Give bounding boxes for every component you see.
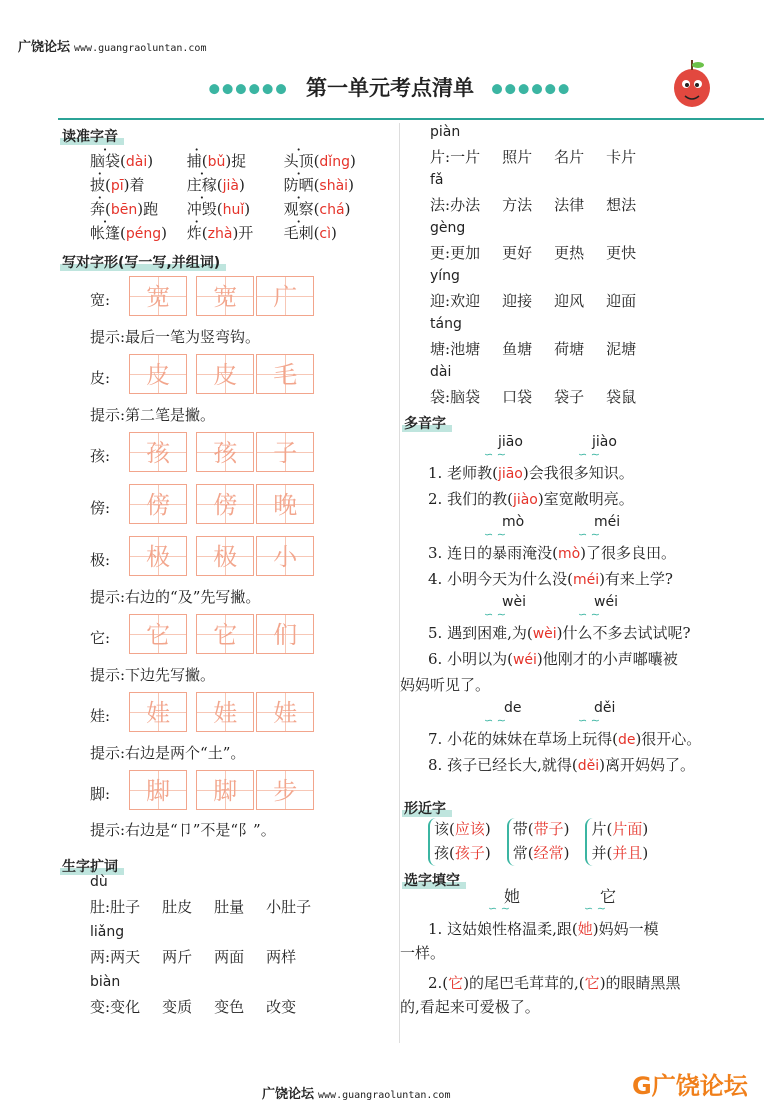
tracing-box: 毛	[256, 354, 314, 394]
reading: děi	[594, 700, 616, 716]
write-label: 宽:	[90, 291, 111, 309]
poly-sentence: 7. 小花的妹妹在草场上玩得(de)很开心。	[428, 730, 702, 748]
expand-word: 两天	[110, 948, 141, 966]
tracing-box: 宽	[196, 276, 254, 316]
reading: de	[504, 700, 522, 716]
tracing-box: 它	[196, 614, 254, 654]
expand-pinyin: gèng	[430, 220, 466, 236]
tracing-box: 孩	[129, 432, 187, 472]
tracing-box: 傍	[129, 484, 187, 524]
write-item	[90, 354, 390, 398]
expand-head: 迎:	[430, 292, 451, 310]
write-label: 娃:	[90, 707, 111, 725]
page-title-bar	[0, 72, 780, 102]
tracing-box: 娃	[196, 692, 254, 732]
expand-row	[430, 338, 760, 364]
write-label: 皮:	[90, 369, 111, 387]
tracing-box: 小	[256, 536, 314, 576]
tracing-box: 皮	[196, 354, 254, 394]
header-site	[18, 36, 206, 55]
expand-pinyin: yíng	[430, 268, 460, 284]
read-row	[90, 198, 390, 222]
tracing-box: 广	[256, 276, 314, 316]
read-item: 奔( ·bēn)跑	[90, 198, 182, 219]
write-tip: 提示:右边是“卩”不是“阝”。	[90, 821, 276, 839]
expand-word: 照片	[502, 148, 533, 166]
poly-readings	[428, 434, 768, 462]
poly-readings	[428, 514, 768, 542]
reading: wéi	[594, 594, 618, 610]
expand-word: 迎风	[554, 292, 585, 310]
choose-option: 她	[504, 887, 521, 906]
tracing-box: 步	[256, 770, 314, 810]
expand-section	[90, 874, 390, 1024]
expand-head: 片:	[430, 148, 451, 166]
expand-word: 办法	[450, 196, 481, 214]
tracing-box: 极	[196, 536, 254, 576]
choose-option: 它	[600, 887, 617, 906]
decor-dots-right: ●●●●●●	[491, 81, 572, 97]
read-item: 帐篷( ·péng)	[90, 222, 182, 243]
footer-site-url[interactable]: www.guangraoluntan.com	[318, 1090, 451, 1101]
expand-word: 想法	[606, 196, 637, 214]
poly-sentence: 妈妈听见了。	[400, 676, 491, 694]
read-item: 冲毁( ·huǐ)	[187, 198, 279, 219]
expand-row	[430, 242, 760, 268]
footer-site	[262, 1083, 450, 1102]
write-label: 傍:	[90, 499, 111, 517]
expand-word: 袋鼠	[606, 388, 637, 406]
expand-word: 更快	[606, 244, 637, 262]
expand-word: 鱼塘	[502, 340, 533, 358]
poly-sentence: 1. 老师教(jiāo)会我很多知识。	[428, 464, 634, 482]
expand-word: 更好	[502, 244, 533, 262]
expand-word: 法律	[554, 196, 585, 214]
expand-row	[430, 194, 760, 220]
expand-word: 更加	[450, 244, 481, 262]
leaf-decor-icon: ∽ ∼	[578, 714, 600, 727]
write-item	[90, 432, 390, 484]
tracing-box: 孩	[196, 432, 254, 472]
reading: mò	[502, 514, 525, 530]
similar-pair: 该(应该) 孩(孩子)	[428, 818, 491, 866]
expand-pinyin: dù	[90, 874, 108, 890]
write-section	[90, 276, 390, 846]
expand-pinyin: fǎ	[430, 172, 444, 188]
expand-row	[430, 290, 760, 316]
expand-pinyin: liǎng	[90, 924, 125, 940]
expand-word: 欢迎	[450, 292, 481, 310]
expand-word: 池塘	[450, 340, 481, 358]
write-label: 孩:	[90, 447, 111, 465]
expand-word: 改变	[266, 998, 297, 1016]
expand-word: 变质	[162, 998, 193, 1016]
choose-sentence: 2.(它)的尾巴毛茸茸的,(它)的眼睛黑黑	[428, 974, 681, 992]
tracing-box: 脚	[196, 770, 254, 810]
read-row	[90, 222, 390, 246]
expand-pinyin: biàn	[90, 974, 121, 990]
column-divider	[399, 123, 400, 1043]
read-section	[90, 150, 390, 246]
tracing-box: 它	[129, 614, 187, 654]
read-heading: 读准字音	[60, 129, 124, 145]
leaf-decor-icon: ∽ ∼	[484, 714, 506, 727]
decor-dots-left: ●●●●●●	[208, 81, 289, 97]
write-tip: 提示:下边先写撇。	[90, 666, 216, 684]
expand-word: 一片	[450, 148, 481, 166]
expand-word: 两样	[266, 948, 297, 966]
expand-word: 两面	[214, 948, 245, 966]
expand-pinyin: piàn	[430, 124, 461, 140]
leaf-decor-icon: ∽ ∼	[484, 608, 506, 621]
expand-word: 荷塘	[554, 340, 585, 358]
expand-word: 袋子	[554, 388, 585, 406]
leaf-decor-icon: ∽ ∼	[488, 902, 510, 915]
expand-row	[430, 386, 760, 412]
similar-section	[428, 818, 768, 866]
write-tip: 提示:右边的“及”先写撇。	[90, 588, 261, 606]
expand-word: 肚皮	[162, 898, 193, 916]
read-item: 头顶( ·dǐng)	[284, 152, 356, 170]
leaf-decor-icon: ∽ ∼	[578, 528, 600, 541]
expand-word: 肚子	[110, 898, 141, 916]
reading: jiào	[592, 434, 617, 450]
tracing-box: 子	[256, 432, 314, 472]
header-site-url[interactable]: www.guangraoluntan.com	[74, 43, 207, 54]
write-label: 脚:	[90, 785, 111, 803]
tracing-box: 们	[256, 614, 314, 654]
similar-pair: 带(带子) 常(经常)	[507, 818, 570, 866]
write-item	[90, 614, 390, 658]
expand-cont-section	[430, 124, 760, 412]
read-item: 观察( ·chá)	[284, 200, 351, 218]
leaf-decor-icon: ∽ ∼	[584, 902, 606, 915]
similar-pair: 片(片面) 并(并且)	[585, 818, 648, 866]
expand-row	[430, 146, 760, 172]
read-item: 庄稼( ·jià)	[187, 174, 279, 195]
expand-word: 变化	[110, 998, 141, 1016]
expand-word: 脑袋	[450, 388, 481, 406]
tracing-box: 娃	[256, 692, 314, 732]
write-heading: 写对字形(写一写,并组词)	[60, 255, 226, 271]
poly-sentence: 5. 遇到困难,为(wèi)什么不多去试试呢?	[428, 624, 691, 642]
write-tip: 提示:最后一笔为竖弯钩。	[90, 328, 261, 346]
poly-section-heading	[402, 413, 452, 433]
expand-head: 塘:	[430, 340, 451, 358]
read-item: 防晒( ·shài)	[284, 176, 354, 194]
leaf-decor-icon: ∽ ∼	[578, 608, 600, 621]
expand-section-heading	[60, 856, 124, 876]
expand-word: 两斤	[162, 948, 193, 966]
similar-heading: 形近字	[402, 801, 452, 817]
expand-word: 迎面	[606, 292, 637, 310]
expand-row	[90, 896, 390, 924]
tracing-box: 极	[129, 536, 187, 576]
expand-word: 口袋	[502, 388, 533, 406]
expand-word: 泥塘	[606, 340, 637, 358]
reading: jiāo	[498, 434, 523, 450]
page-title: 第一单元考点清单	[306, 76, 474, 100]
expand-head: 法:	[430, 196, 451, 214]
expand-row	[90, 946, 390, 974]
apple-mascot-icon	[672, 56, 712, 110]
expand-head: 两:	[90, 948, 111, 966]
poly-sentence: 2. 我们的教(jiào)室宽敞明亮。	[428, 490, 634, 508]
expand-head: 变:	[90, 998, 111, 1016]
write-item	[90, 484, 390, 536]
poly-heading: 多音字	[402, 416, 452, 432]
poly-readings	[428, 700, 768, 728]
poly-sentence: 3. 连日的暴雨淹没(mò)了很多良田。	[428, 544, 676, 562]
logo-mark-icon: G	[632, 1072, 652, 1100]
poly-readings	[428, 594, 768, 622]
poly-sentence: 4. 小明今天为什么没(méi)有来上学?	[428, 570, 673, 588]
footer-site-name: 广饶论坛	[262, 1087, 315, 1102]
footer-logo-text: 广饶论坛	[651, 1072, 748, 1100]
poly-section	[400, 434, 768, 780]
write-tip: 提示:第二笔是撇。	[90, 406, 216, 424]
write-item	[90, 770, 390, 814]
poly-sentence: 8. 孩子已经长大,就得(děi)离开妈妈了。	[428, 756, 695, 774]
tracing-box: 晚	[256, 484, 314, 524]
leaf-decor-icon: ∽ ∼	[578, 448, 600, 461]
footer-logo	[632, 1066, 748, 1101]
choose-sentence: 1. 这姑娘性格温柔,跟(她)妈妈一模	[428, 920, 659, 938]
read-item: 捕( ·bǔ)捉	[187, 150, 279, 171]
poly-sentence: 6. 小明以为(wéi)他刚才的小声嘟囔被	[428, 650, 678, 668]
similar-section-heading	[402, 798, 452, 818]
expand-word: 变色	[214, 998, 245, 1016]
expand-head: 肚:	[90, 898, 111, 916]
expand-head: 袋:	[430, 388, 451, 406]
tracing-box: 宽	[129, 276, 187, 316]
expand-word: 更热	[554, 244, 585, 262]
choose-sentence: 一样。	[400, 944, 446, 962]
write-item	[90, 276, 390, 320]
choose-sentence: 的,看起来可爱极了。	[400, 998, 540, 1016]
reading: wèi	[502, 594, 526, 610]
read-item: 毛刺( ·cì)	[284, 224, 337, 242]
write-item	[90, 536, 390, 580]
read-row	[90, 174, 390, 198]
expand-head: 更:	[430, 244, 451, 262]
choose-heading: 选字填空	[402, 873, 466, 889]
expand-row	[90, 996, 390, 1024]
expand-heading: 生字扩词	[60, 859, 124, 875]
choose-section	[400, 884, 758, 1020]
header-site-name: 广饶论坛	[18, 40, 71, 55]
leaf-decor-icon: ∽ ∼	[484, 528, 506, 541]
write-tip: 提示:右边是两个“土”。	[90, 744, 246, 762]
write-section-heading	[60, 252, 226, 272]
reading: méi	[594, 514, 621, 530]
tracing-box: 脚	[129, 770, 187, 810]
leaf-decor-icon: ∽ ∼	[484, 448, 506, 461]
tracing-box: 娃	[129, 692, 187, 732]
expand-word: 卡片	[606, 148, 637, 166]
expand-pinyin: dài	[430, 364, 452, 380]
read-item: 炸( ·zhà)开	[187, 222, 279, 243]
write-label: 它:	[90, 629, 111, 647]
tracing-box: 皮	[129, 354, 187, 394]
expand-word: 肚量	[214, 898, 245, 916]
expand-word: 方法	[502, 196, 533, 214]
read-row	[90, 150, 390, 174]
title-rule	[58, 118, 764, 120]
expand-pinyin: táng	[430, 316, 462, 332]
read-item: 脑袋( ·dài)	[90, 150, 182, 171]
expand-word: 小肚子	[266, 898, 312, 916]
read-item: 披( ·pī)着	[90, 174, 182, 195]
read-section-heading	[60, 126, 124, 146]
write-label: 极:	[90, 551, 111, 569]
expand-word: 名片	[554, 148, 585, 166]
write-item	[90, 692, 390, 736]
choose-options	[428, 884, 758, 918]
expand-word: 迎接	[502, 292, 533, 310]
tracing-box: 傍	[196, 484, 254, 524]
